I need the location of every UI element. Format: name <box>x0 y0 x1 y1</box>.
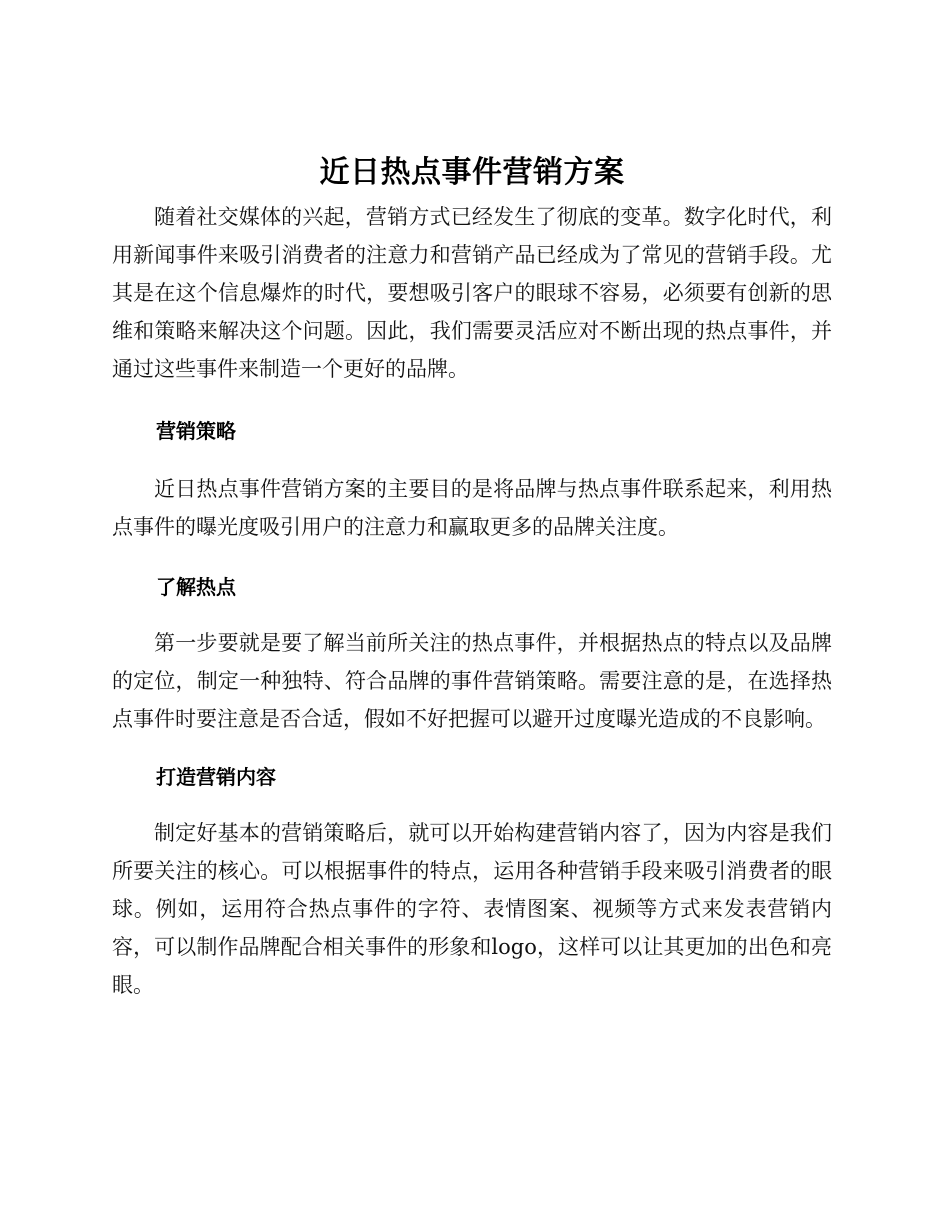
document-body <box>112 150 832 1004</box>
document-title: 近日热点事件营销方案 <box>319 155 625 190</box>
section-heading-strategy: 营销策略 <box>156 419 236 443</box>
section-paragraph-understand-hotspots: 第一步要就是要了解当前所关注的热点事件，并根据热点的特点以及品牌的定位，制定一种独特、符合品牌的事件营销策略。需要注意的是，在选择热点事件时要注意是否合适，假如不好把握可以避开过度曝光造成的不良影响。 <box>112 631 832 731</box>
section-heading-understand-hotspots: 了解热点 <box>156 575 236 599</box>
section-paragraph-strategy: 近日热点事件营销方案的主要目的是将品牌与热点事件联系起来，利用热点事件的曝光度吸引用户的注意力和赢取更多的品牌关注度。 <box>112 477 832 539</box>
section-paragraph-marketing-content: 制定好基本的营销策略后，就可以开始构建营销内容了，因为内容是我们所要关注的核心。可以根据事件的特点，运用各种营销手段来吸引消费者的眼球。例如，运用符合热点事件的字符、表情图案、视频等方式来发表营销内容，可以制作品牌配合相关事件的形象和logo，这样可以让其更加的出色和亮眼。 <box>112 821 832 997</box>
section-heading-marketing-content: 打造营销内容 <box>156 765 276 789</box>
intro-paragraph: 随着社交媒体的兴起，营销方式已经发生了彻底的变革。数字化时代，利用新闻事件来吸引消费者的注意力和营销产品已经成为了常见的营销手段。尤其是在这个信息爆炸的时代，要想吸引客户的眼球不容易，必须要有创新的思维和策略来解决这个问题。因此，我们需要灵活应对不断出现的热点事件，并通过这些事件来制造一个更好的品牌。 <box>112 205 832 381</box>
